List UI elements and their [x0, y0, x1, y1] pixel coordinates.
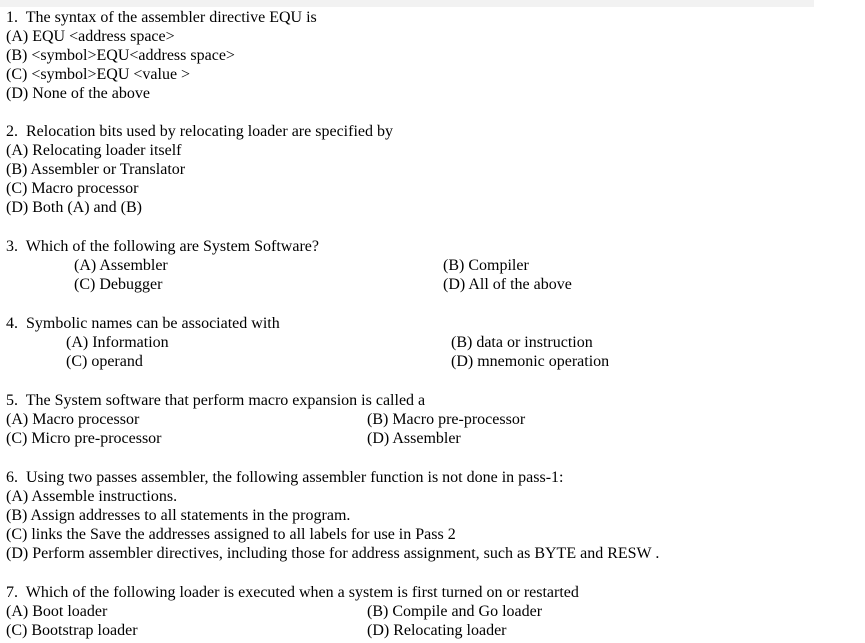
option-b: (B) <symbol>EQU<address space> — [6, 47, 235, 64]
option-d: (D) All of the above — [443, 276, 572, 293]
option-c: (C) Macro processor — [6, 180, 139, 197]
option-row — [6, 410, 806, 429]
question-stem — [6, 468, 806, 487]
option-b: (B) Assign addresses to all statements in the program. — [6, 507, 351, 524]
option-a: (A) Assembler — [74, 257, 168, 274]
option-d: (D) Relocating loader — [367, 622, 507, 639]
question-stem — [6, 237, 806, 256]
option-d: (D) Perform assembler directives, including those for address assignment, such as BYTE and RESW . — [6, 545, 660, 562]
question-5 — [6, 391, 806, 448]
option-a: (A) Macro processor — [6, 411, 140, 428]
question-stem — [6, 122, 806, 141]
option-b: (B) Macro pre-processor — [367, 411, 526, 428]
question-text: Which of the following loader is executed when a system is first turned on or restarted — [25, 584, 579, 601]
option-c: (C) Debugger — [74, 276, 163, 293]
top-scroll-strip — [0, 0, 814, 7]
option-c: (C) operand — [66, 353, 143, 370]
question-number: 1. — [6, 9, 18, 26]
option-a: (A) EQU <address space> — [6, 28, 175, 45]
question-stem — [6, 583, 806, 602]
option-b: (B) Assembler or Translator — [6, 161, 186, 178]
question-text: The System software that perform macro expansion is called a — [25, 392, 426, 409]
option-row — [6, 275, 806, 294]
question-number: 5. — [6, 392, 18, 409]
option-d: (D) None of the above — [6, 85, 150, 102]
question-stem — [6, 314, 806, 333]
question-text: Relocation bits used by relocating loader are specified by — [26, 123, 393, 140]
question-7 — [6, 583, 806, 640]
question-2 — [6, 122, 806, 217]
question-text: The syntax of the assembler directive EQU is — [25, 9, 317, 26]
option-a: (A) Assemble instructions. — [6, 488, 178, 505]
option-b: (B) Compiler — [443, 257, 529, 274]
question-stem — [6, 8, 806, 27]
option-d: (D) Both (A) and (B) — [6, 199, 142, 216]
question-number: 4. — [6, 315, 18, 332]
option-a: (A) Relocating loader itself — [6, 142, 182, 159]
question-1 — [6, 8, 806, 103]
option-row — [6, 333, 806, 352]
option-a: (A) Boot loader — [6, 603, 108, 620]
option-row — [6, 602, 806, 621]
question-text: Using two passes assembler, the following assembler function is not done in pass-1: — [26, 469, 564, 486]
question-6 — [6, 468, 806, 563]
option-c: (C) <symbol>EQU <value > — [6, 66, 191, 83]
option-c: (C) Bootstrap loader — [6, 622, 138, 639]
question-number: 6. — [6, 469, 18, 486]
option-row — [6, 352, 806, 371]
option-d: (D) mnemonic operation — [451, 353, 610, 370]
question-text: Which of the following are System Software? — [25, 238, 319, 255]
option-b: (B) data or instruction — [451, 334, 593, 351]
option-row — [6, 429, 806, 448]
question-number: 2. — [6, 123, 18, 140]
question-text: Symbolic names can be associated with — [26, 315, 280, 332]
question-number: 3. — [6, 238, 18, 255]
question-stem — [6, 391, 806, 410]
option-row — [6, 621, 806, 640]
option-d: (D) Assembler — [367, 430, 461, 447]
option-c: (C) Micro pre-processor — [6, 430, 162, 447]
option-row — [6, 256, 806, 275]
option-c: (C) links the Save the addresses assigned to all labels for use in Pass 2 — [6, 526, 456, 543]
question-3 — [6, 237, 806, 294]
option-b: (B) Compile and Go loader — [367, 603, 543, 620]
option-a: (A) Information — [66, 334, 169, 351]
question-4 — [6, 314, 806, 371]
question-number: 7. — [6, 584, 18, 601]
